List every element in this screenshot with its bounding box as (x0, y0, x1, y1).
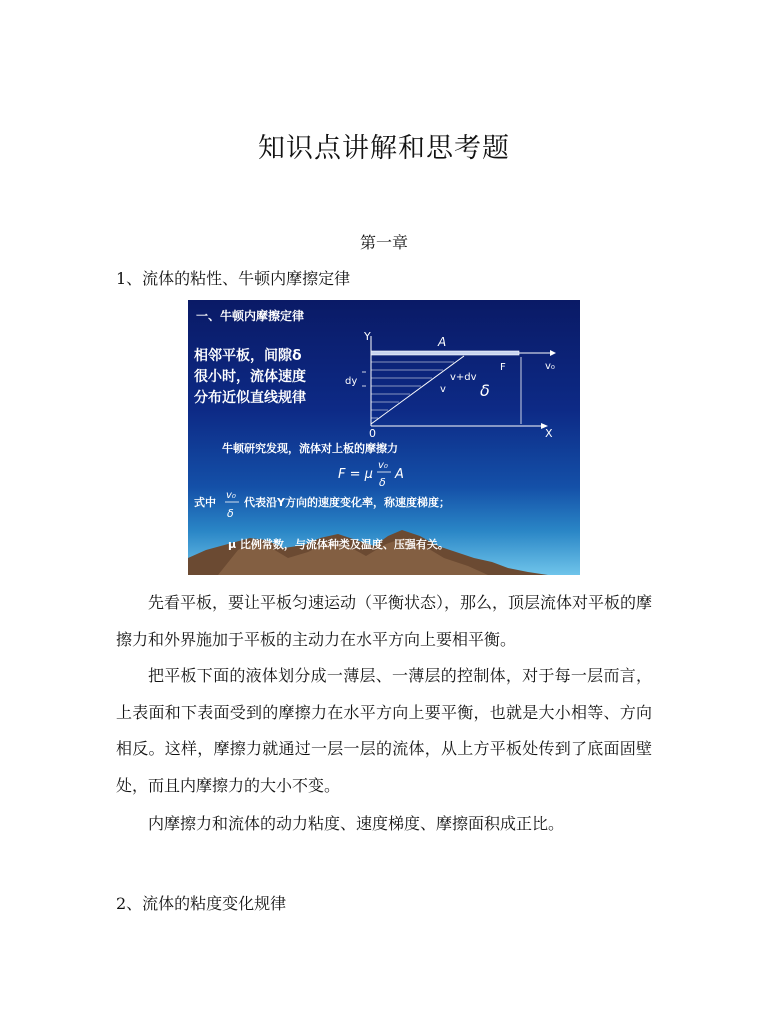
label-dy: dy (345, 376, 358, 387)
newton-friction-diagram (188, 300, 580, 575)
chapter-heading: 第一章 (359, 233, 408, 252)
x-axis-label: X (545, 427, 553, 440)
gradient-explanation (194, 490, 450, 520)
explain-denominator: δ (227, 507, 234, 520)
mu-explanation: μ 比例常数，与流体种类及温度、压强有关。 (228, 538, 449, 551)
paragraph-2: 把平板下面的液体划分成一薄层、一薄层的控制体，对于每一层而言，上表面和下表面受到的摩擦力在水平方向上要平衡，也就是大小相等、方向相反。这样，摩擦力就通过一层一层的流体，从上方平板处传到了底面固壁处，而且内摩擦力的大小不变。 (116, 666, 652, 795)
page-title: 知识点讲解和思考题 (258, 133, 510, 164)
section-heading-2: 2、流体的粘度变化规律 (116, 894, 287, 913)
label-f: F (500, 362, 506, 373)
slide-left-line-3: 分布近似直线规律 (194, 390, 306, 406)
label-v: v (440, 384, 446, 395)
explain-numerator: v₀ (226, 490, 236, 501)
paragraph-3: 内摩擦力和流体的动力粘度、速度梯度、摩擦面积成正比。 (148, 814, 565, 833)
v0-arrow-head (550, 350, 556, 356)
section-heading-1: 1、流体的粘性、牛顿内摩擦定律 (116, 269, 351, 288)
formula-numerator: v₀ (378, 460, 388, 471)
top-plate (371, 351, 519, 355)
label-v-dv: v+dv (450, 372, 477, 383)
slide-left-line-1: 相邻平板，间隙δ (194, 348, 302, 364)
paragraph-1: 先看平板，要让平板匀速运动（平衡状态），那么，顶层流体对平板的摩擦力和外界施加于平板的主动力在水平方向上要相平衡。 (116, 593, 653, 649)
y-axis-label: Y (364, 330, 371, 343)
explain-prefix: 式中 (194, 496, 216, 509)
slide-left-line-2: 很小时，流体速度 (194, 369, 306, 385)
slide-heading: 一、牛顿内摩擦定律 (196, 309, 305, 323)
formula-denominator: δ (379, 476, 386, 489)
formula-prefix: F = μ (338, 467, 373, 482)
explain-suffix: 代表沿Y方向的速度变化率，称速度梯度； (244, 496, 450, 509)
friction-formula (338, 460, 404, 489)
slide-discovery-text: 牛顿研究发现，流体对上板的摩擦力 (222, 442, 398, 455)
slide-figure (188, 300, 580, 575)
formula-suffix: A (395, 467, 404, 482)
label-a: A (438, 335, 447, 349)
label-delta: δ (480, 381, 490, 400)
origin-label: 0 (369, 427, 376, 440)
velocity-profile (371, 356, 464, 424)
label-v0: v₀ (545, 361, 555, 372)
